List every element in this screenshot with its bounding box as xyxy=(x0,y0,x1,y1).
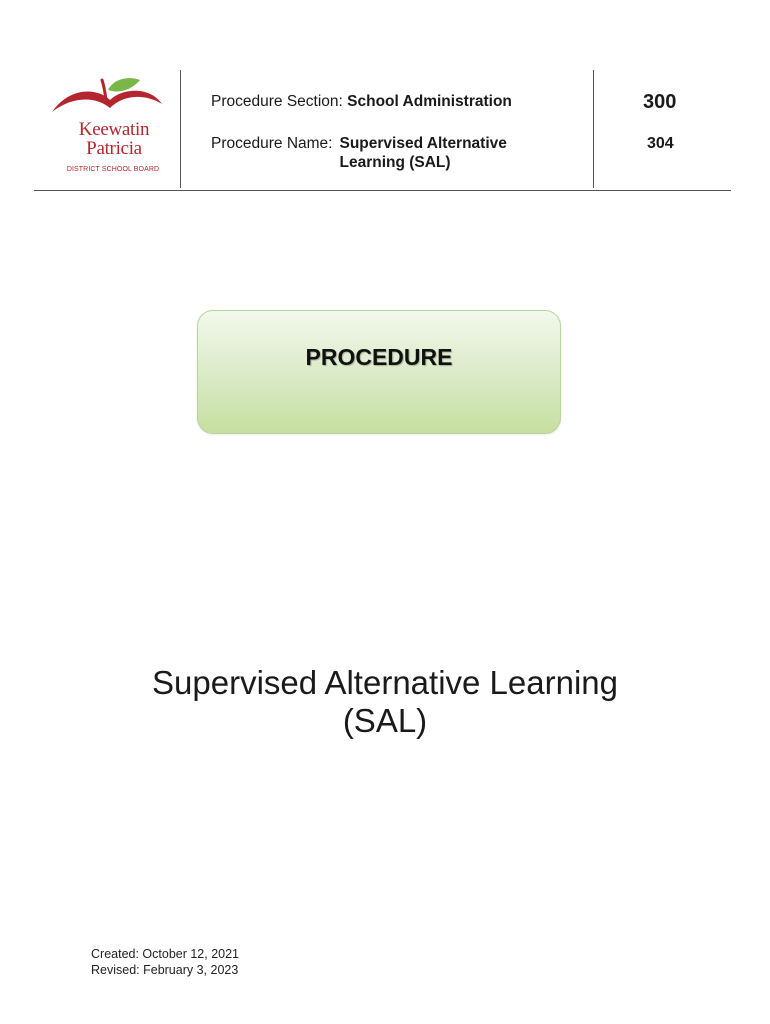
document-dates xyxy=(91,946,239,978)
procedure-banner xyxy=(197,310,561,434)
document-title xyxy=(0,664,770,740)
document-title-line2: (SAL) xyxy=(342,702,428,739)
document-title-line1: Supervised Alternative Learning xyxy=(152,664,618,701)
procedure-numbers xyxy=(594,70,731,188)
created-date: Created: October 12, 2021 xyxy=(91,947,240,961)
procedure-number: 304 xyxy=(647,135,674,152)
procedure-name-value: Supervised Alternative Learning (SAL) xyxy=(339,135,507,171)
logo-subtitle: DISTRICT SCHOOL BOARD xyxy=(66,166,160,173)
document-header xyxy=(34,70,731,191)
procedure-section-row xyxy=(211,92,512,111)
logo-cell xyxy=(34,70,181,188)
logo-wordmark: Keewatin Patricia xyxy=(78,119,150,159)
procedure-name-row xyxy=(211,134,544,172)
procedure-section-label: Procedure Section: xyxy=(211,93,343,110)
revised-date: Revised: February 3, 2023 xyxy=(91,963,239,977)
procedure-banner-label: PROCEDURE xyxy=(305,344,453,370)
procedure-name-label: Procedure Name: xyxy=(211,135,333,152)
procedure-section-value: School Administration xyxy=(347,93,512,110)
procedure-info xyxy=(181,70,594,188)
section-number: 300 xyxy=(643,91,677,113)
